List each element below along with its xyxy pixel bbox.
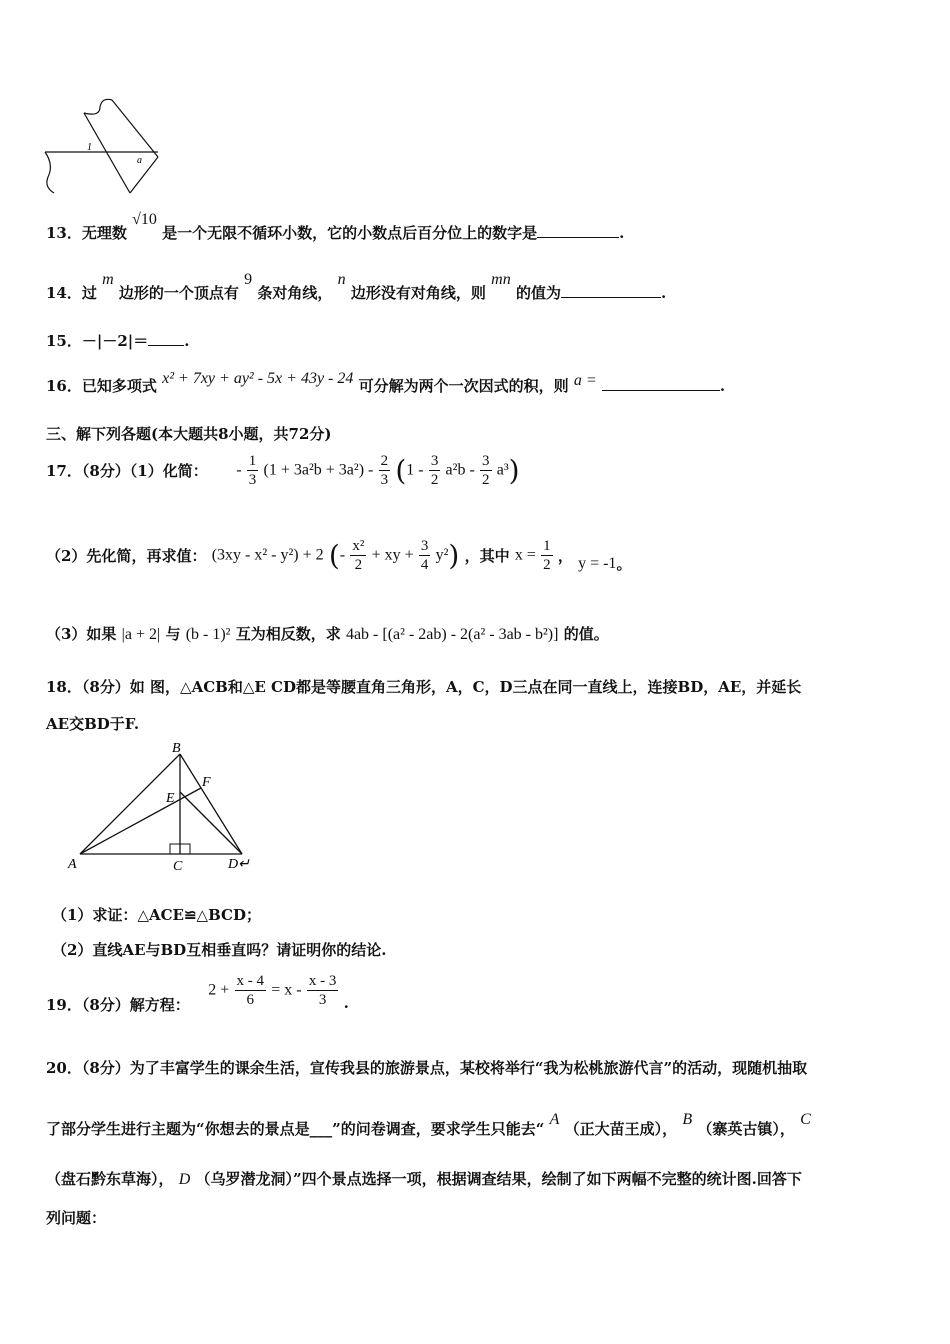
answer-blank[interactable] bbox=[561, 283, 661, 298]
label-E: E bbox=[166, 791, 175, 806]
question-17-1: 17．（8分）（1）化简： - $\frac{1}{3}$ (1 + 3a²b + 3a²) - $\frac{2}{3}$ (1 - $\frac{3}{2}$ a²b - $\frac{3}{2}$ a³) bbox=[46, 453, 520, 488]
triangle-figure bbox=[66, 738, 256, 876]
label-B: B bbox=[172, 741, 181, 756]
question-19: 19．（8分）解方程： 2 + $\frac{x - 4}{6}$ = x - $\frac{x - 3}{3}$ . bbox=[46, 973, 349, 1014]
label-C: C bbox=[173, 859, 183, 874]
question-20-line4: 列问题： bbox=[46, 1209, 107, 1227]
answer-blank[interactable] bbox=[602, 376, 720, 391]
question-20-line2: 了部分学生进行主题为“你想去的景点是___”的问卷调查，要求学生只能去“ A （正大苗王成）， B （寨英古镇）， C bbox=[46, 1111, 811, 1138]
question-15: 15．－|－2|＝ . bbox=[46, 332, 190, 350]
label-D: D↵ bbox=[228, 857, 250, 872]
question-18-sub1: （1）求证：△ACE≌△BCD； bbox=[52, 906, 261, 924]
section-heading: 三、解下列各题(本大题共8小题，共72分) bbox=[46, 425, 332, 443]
fraction: $\frac{2}{3}$ bbox=[380, 453, 389, 488]
question-18-sub2: （2）直线AE与BD互相垂直吗？请证明你的结论. bbox=[52, 941, 387, 959]
question-20-line3: （盘石黔东草海）， D （乌罗潜龙洞）”四个景点选择一项，根据调查结果，绘制了如下两幅不完整的统计图.回答下 bbox=[46, 1170, 802, 1188]
question-18-line2: AE交BD于F. bbox=[46, 715, 140, 733]
question-18-line1: 18．（8分）如 图，△ACB和△E CD都是等腰直角三角形，A，C，D三点在同一直线上，连接BD，AE，并延长 bbox=[46, 678, 802, 696]
angle-figure bbox=[40, 95, 165, 200]
answer-blank[interactable] bbox=[148, 331, 184, 346]
label-F: F bbox=[202, 775, 211, 790]
fraction: $\frac{x - 4}{6}$ bbox=[236, 973, 265, 1008]
question-16: 16．已知多项式 x² + 7xy + ay² - 5x + 43y - 24 可分解为两个一次因式的积，则 a = . bbox=[46, 370, 726, 395]
label-A: A bbox=[68, 857, 77, 872]
fraction: $\frac{3}{2}$ bbox=[482, 453, 490, 488]
fraction: $\frac{1}{3}$ bbox=[248, 453, 257, 488]
answer-blank[interactable] bbox=[537, 223, 619, 238]
question-13: 13．无理数 √10 是一个无限不循环小数，它的小数点后百分位上的数字是 . bbox=[46, 211, 625, 242]
fraction: $\frac{x - 3}{3}$ bbox=[308, 973, 337, 1008]
question-17-2: （2）先化简，再求值： (3xy - x² - y²) + 2 (- $\frac{\text{x²}}{2}$ + xy + $\frac{3}{4}$ y²) ，其中 x = $\frac{1}{2}$ ， y = -1。 bbox=[46, 538, 632, 573]
question-17-3: （3）如果 |a + 2| 与 (b - 1)² 互为相反数，求 4ab - [(a² - 2ab) - 2(a² - 3ab - b²)] 的值。 bbox=[46, 625, 609, 643]
question-14: 14．过 m 边形的一个顶点有 9 条对角线， n 边形没有对角线，则 mn 的值为 . bbox=[46, 271, 667, 302]
fraction: $\frac{3}{2}$ bbox=[430, 453, 439, 488]
polynomial: x² + 7xy + ay² - 5x + 43y - 24 bbox=[162, 370, 354, 387]
fraction: $\frac{3}{4}$ bbox=[420, 538, 429, 573]
fraction: $\frac{1}{2}$ bbox=[543, 538, 551, 573]
question-20-line1: 20．（8分）为了丰富学生的课余生活，宣传我县的旅游景点，某校将举行“我为松桃旅游代言”的活动，现随机抽取 bbox=[46, 1059, 808, 1077]
angle-1-label: 1 bbox=[87, 142, 92, 153]
fraction: $\frac{\text{x²}}{2}$ bbox=[352, 538, 365, 573]
sqrt10: √10 bbox=[132, 211, 157, 228]
angle-a-label: a bbox=[137, 155, 142, 166]
